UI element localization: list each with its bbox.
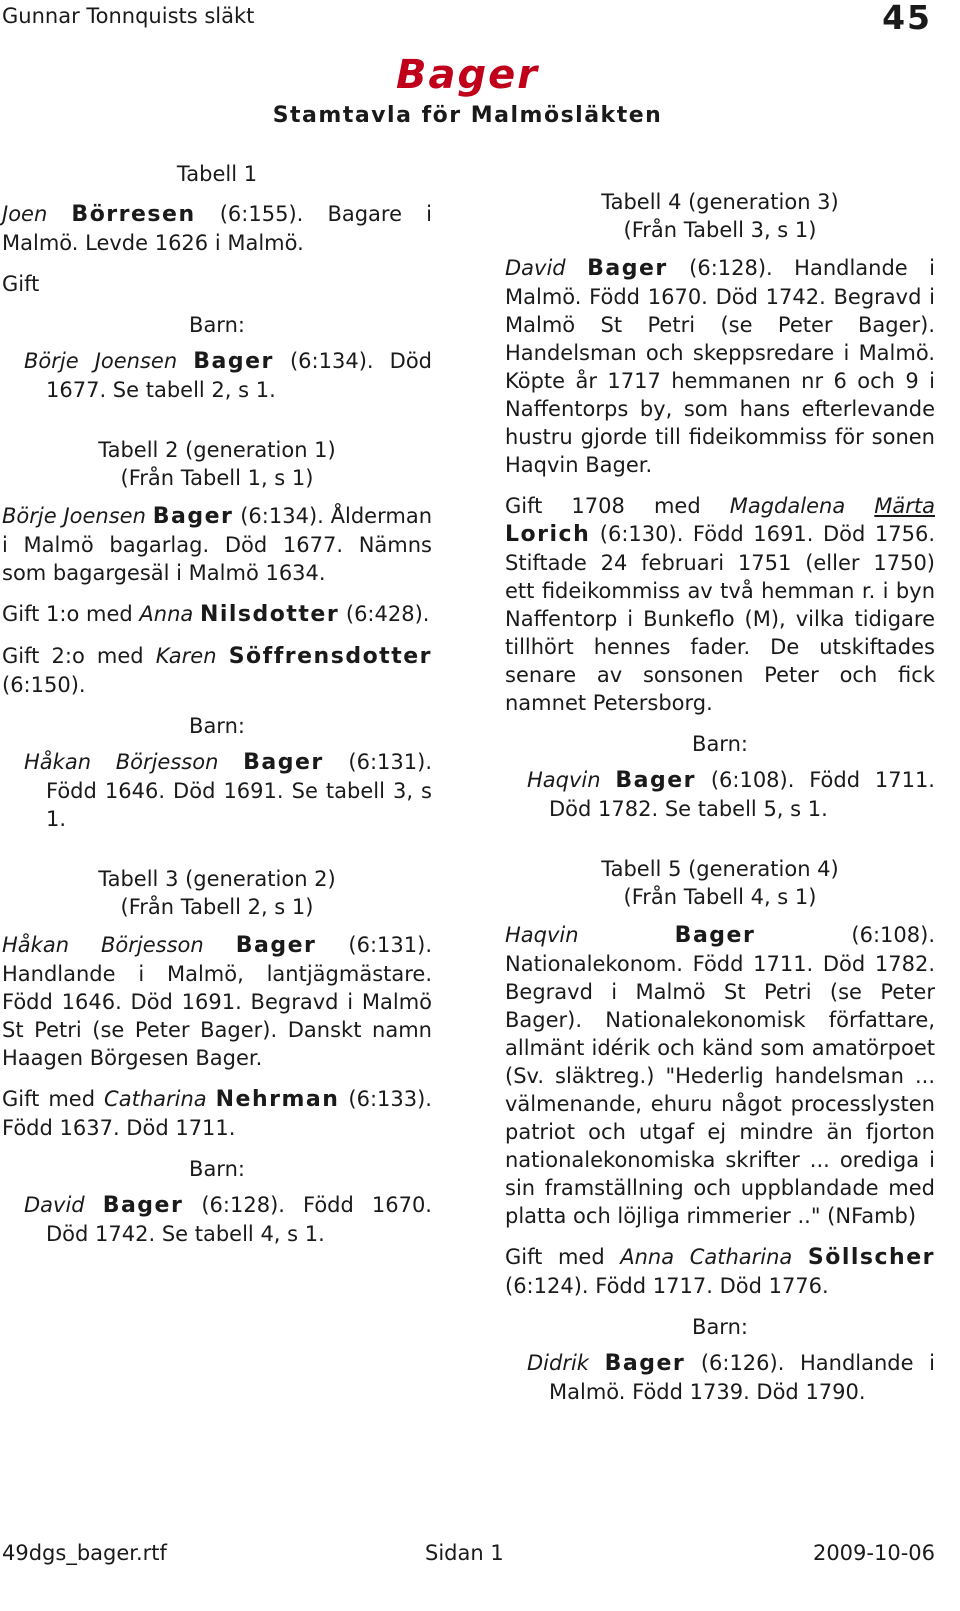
spouse-surname: Lorich <box>505 522 591 547</box>
marriage-prefix: Gift 2:o med <box>2 644 156 668</box>
given-name: David <box>24 1193 85 1217</box>
surname: Bager <box>615 768 697 793</box>
given-name: Haqvin <box>527 768 601 792</box>
table-5-marriage <box>505 1243 935 1300</box>
given-name: Haqvin <box>505 923 579 947</box>
table-1-person <box>2 200 432 257</box>
spouse-surname: Nehrman <box>215 1087 340 1112</box>
page-subtitle: Stamtavla för Malmösläkten <box>272 103 663 128</box>
table-3-person <box>2 931 432 1072</box>
table-4-child <box>505 766 935 823</box>
given-name: Börje Joensen <box>24 349 178 373</box>
spouse-details: (6:428). <box>339 602 430 626</box>
given-name: Joen <box>2 202 48 226</box>
given-name: Didrik <box>527 1351 589 1375</box>
left-column <box>2 160 432 1260</box>
surname: Bager <box>193 349 274 374</box>
child-details: (6:134). Död 1677. Se tabell 2, s 1. <box>46 349 432 402</box>
table-4-heading: Tabell 4 (generation 3) <box>601 190 839 214</box>
table-4-person <box>505 254 935 479</box>
table-2-marriage-2 <box>2 642 432 699</box>
spouse-details: (6:124). Född 1717. Död 1776. <box>505 1274 829 1298</box>
child-details: (6:108). Född 1711. Död 1782. Se tabell 5, s 1. <box>549 768 935 821</box>
table-5-person <box>505 921 935 1230</box>
header-title: Gunnar Tonnquists släkt <box>2 4 255 28</box>
table-5-heading: Tabell 5 (generation 4) <box>601 857 839 881</box>
table-2-heading: Tabell 2 (generation 1) <box>98 438 336 462</box>
table-3-from: (Från Tabell 2, s 1) <box>120 895 314 919</box>
surname: Bager <box>604 1351 686 1376</box>
surname: Bager <box>674 923 756 948</box>
spouse-surname: Söllscher <box>807 1245 935 1270</box>
table-2-marriage-1 <box>2 600 432 629</box>
child-details: (6:128). Född 1670. Död 1742. Se tabell 4, s 1. <box>46 1193 432 1246</box>
spouse-details: (6:150). <box>2 673 86 697</box>
table-2-from: (Från Tabell 1, s 1) <box>120 466 314 490</box>
table-2-person <box>2 502 432 587</box>
table-5-from: (Från Tabell 4, s 1) <box>623 885 817 909</box>
table-3-child <box>2 1191 432 1248</box>
spouse-surname: Nilsdotter <box>199 602 340 627</box>
given-name: Börje Joensen <box>2 504 146 528</box>
given-name: Håkan Börjesson <box>24 750 219 774</box>
table-1-heading: Tabell 1 <box>176 162 258 186</box>
surname: Börresen <box>71 202 196 227</box>
spouse-details: (6:133). Född 1637. Död 1711. <box>2 1087 432 1140</box>
given-name: David <box>505 256 566 280</box>
surname: Bager <box>587 256 668 281</box>
children-label: Barn: <box>189 1157 245 1181</box>
children-label: Barn: <box>189 313 245 337</box>
table-3-heading: Tabell 3 (generation 2) <box>98 867 336 891</box>
right-column <box>505 188 935 1418</box>
person-details: (6:134). Ålderman i Malmö bagarlag. Död 1677. Nämns som bagargesäl i Malmö 1634. <box>2 504 432 585</box>
table-2-child <box>2 748 432 833</box>
marriage-prefix: Gift med <box>2 1087 105 1111</box>
footer-page: Sidan 1 <box>425 1541 504 1565</box>
spouse-details: (6:130). Född 1691. Död 1756. Stiftade 24 februari 1751 (eller 1750) ett fideikommiss av två hemman r. i byn Naffentorp i Bunkeflo (M), vilka tidigare tillhört hennes fader. De utskiftades senare av sonsonen Peter och fick namnet Petersborg. <box>505 522 935 715</box>
table-1-child <box>2 347 432 404</box>
footer-filename: 49dgs_bager.rtf <box>2 1541 167 1565</box>
table-4-from: (Från Tabell 3, s 1) <box>623 218 817 242</box>
person-details: (6:131). Handlande i Malmö, lantjägmästare. Född 1646. Död 1691. Begravd i Malmö St Petri (se Peter Bager). Danskt namn Haagen Börgesen Bager. <box>2 933 432 1070</box>
surname: Bager <box>102 1193 184 1218</box>
surname: Bager <box>243 750 324 775</box>
marriage-prefix: Gift med <box>505 1245 621 1269</box>
spouse-given-name: Magdalena <box>729 494 846 518</box>
page-title: Bager <box>396 52 539 98</box>
spouse-given-name: Anna Catharina <box>620 1245 793 1269</box>
person-details: (6:108). Nationalekonom. Född 1711. Död 1782. Begravd i Malmö St Petri (se Peter Bager). Nationalekonomisk författare, allmänt idérik och känd som amatörpoet (Sv. släktreg.) "Hederlig handelsman ... välmenande, ehuru något processlysten patriot och utgaf ej mindre än fjorton nationalekonomiska skrifter ... orediga i sin framställning och uppblandade med platta och löjliga rimmerier .." (NFamb) <box>505 923 935 1228</box>
spouse-given-name: Anna <box>139 602 194 626</box>
child-details: (6:131). Född 1646. Död 1691. Se tabell 3, s 1. <box>46 750 432 831</box>
given-name: Håkan Börjesson <box>2 933 204 957</box>
table-4-marriage <box>505 492 935 717</box>
marriage-prefix: Gift 1708 med <box>505 494 730 518</box>
child-details: (6:126). Handlande i Malmö. Född 1739. Död 1790. <box>549 1351 935 1404</box>
table-3-marriage <box>2 1085 432 1142</box>
spouse-given-name: Catharina <box>104 1087 207 1111</box>
surname: Bager <box>152 504 234 529</box>
person-details: (6:155). Bagare i Malmö. Levde 1626 i Malmö. <box>2 202 432 255</box>
spouse-given-name: Karen <box>155 644 217 668</box>
page-number: 45 <box>882 0 932 37</box>
children-label: Barn: <box>189 714 245 738</box>
spouse-called-name: Märta <box>874 494 935 518</box>
footer-date: 2009-10-06 <box>812 1541 935 1565</box>
spouse-surname: Söffrensdotter <box>228 644 432 669</box>
surname: Bager <box>235 933 317 958</box>
table-1-marriage: Gift <box>2 272 40 296</box>
marriage-prefix: Gift 1:o med <box>2 602 140 626</box>
person-details: (6:128). Handlande i Malmö. Född 1670. Död 1742. Begravd i Malmö St Petri (se Peter Bager). Handelsman och skeppsredare i Malmö. Köpte år 1717 hemmanen nr 6 och 9 i Naffentorps by, som hans efterlevande hustru gjorde till fideikommiss för sonen Haqvin Bager. <box>505 256 935 477</box>
children-label: Barn: <box>692 732 748 756</box>
table-5-child <box>505 1349 935 1406</box>
children-label: Barn: <box>692 1315 748 1339</box>
